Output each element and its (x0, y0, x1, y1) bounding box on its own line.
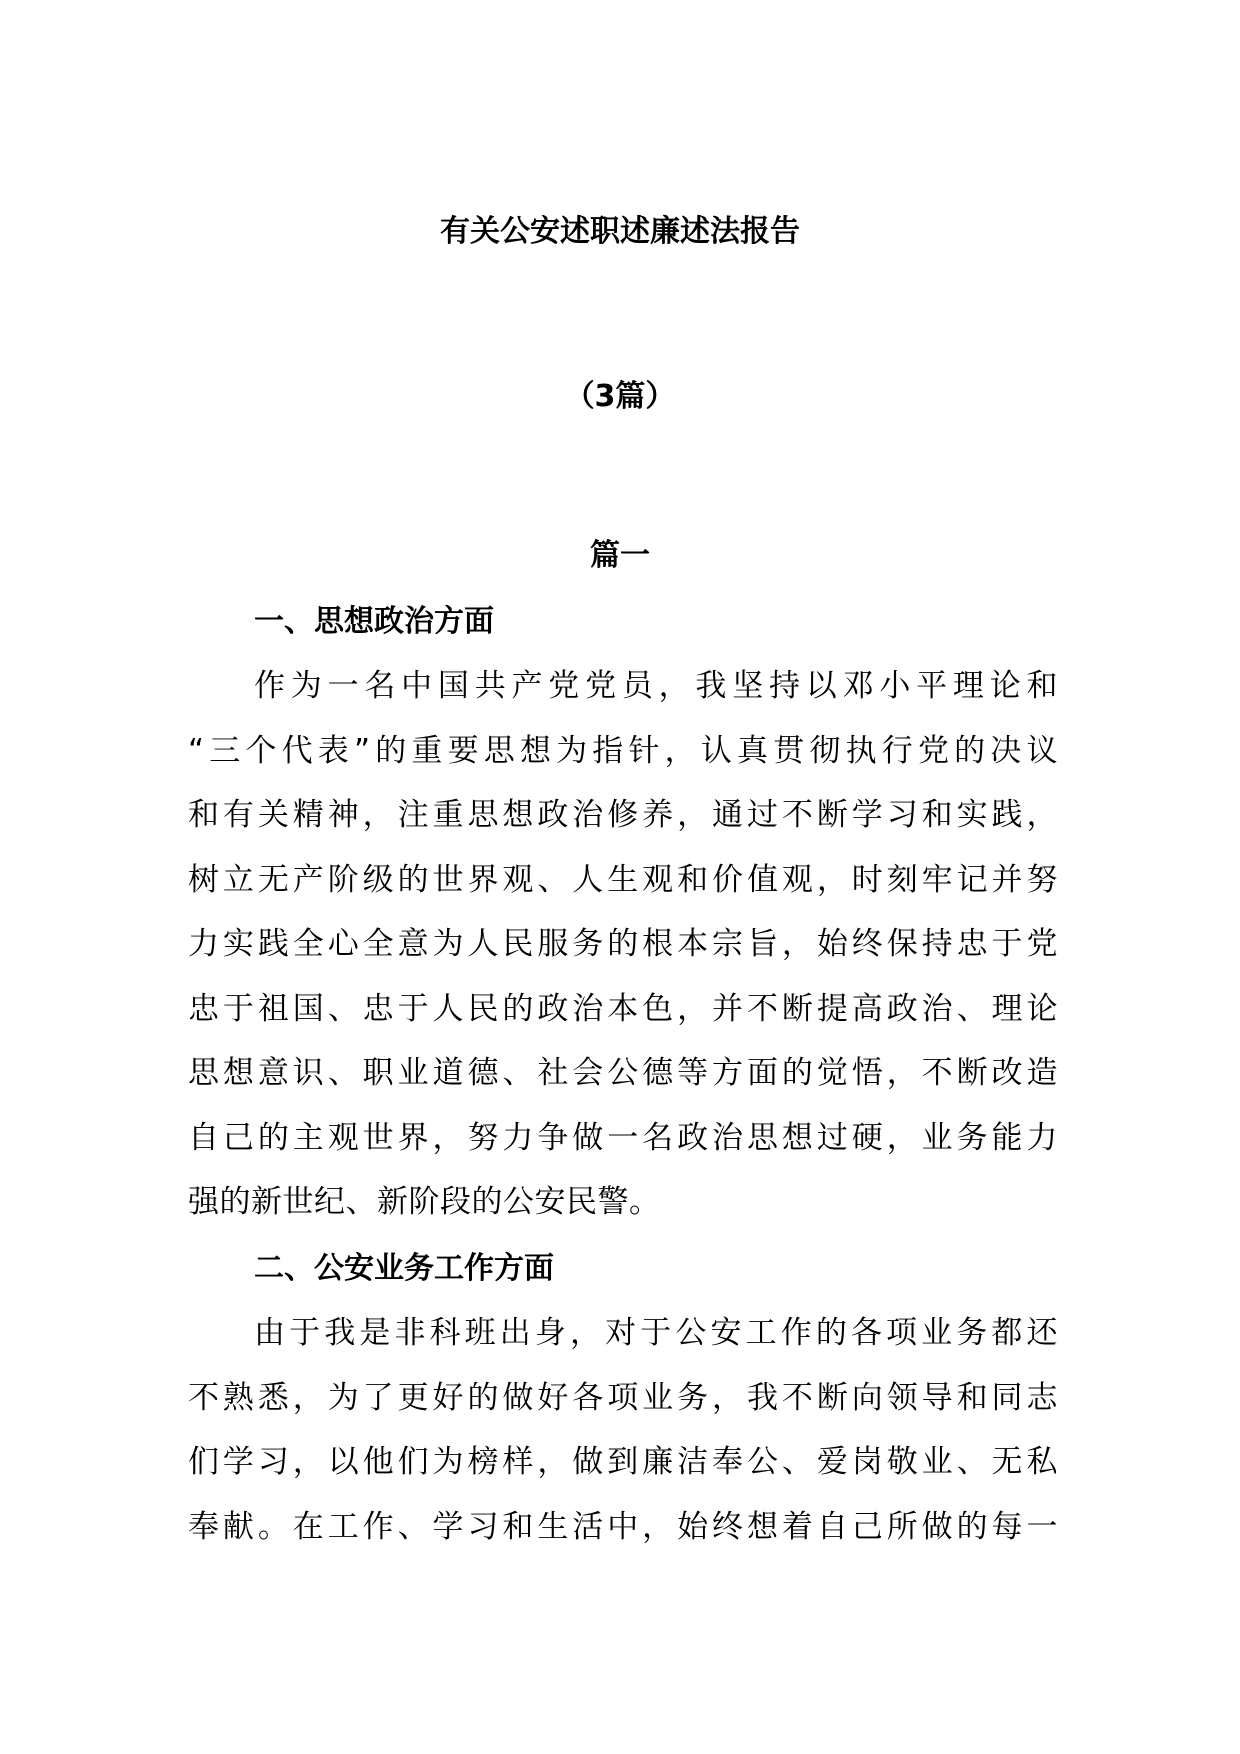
chapter-heading: 篇一 (590, 538, 650, 573)
document-subtitle: （3篇） (564, 379, 676, 414)
paragraph-line: 们学习，以他们为榜样，做到廉洁奉公、爱岗敬业、无私 (188, 1444, 1058, 1480)
paragraph-line: 奉献。在工作、学习和生活中，始终想着自己所做的每一 (188, 1508, 1058, 1545)
paragraph-line: 自己的主观世界，努力争做一名政治思想过硬，业务能力 (188, 1119, 1058, 1156)
section-ideology (188, 590, 1058, 1235)
section-police-work (188, 1237, 1058, 1559)
paragraph-line: “三个代表”的重要思想为指针，认真贯彻执行党的决议 (188, 732, 1058, 769)
paragraph-line: 和有关精神，注重思想政治修养，通过不断学习和实践， (188, 797, 1058, 833)
section-heading: 一、思想政治方面 (254, 604, 494, 639)
paragraph-line: 不熟悉，为了更好的做好各项业务，我不断向领导和同志 (188, 1379, 1058, 1416)
paragraph-line: 作为一名中国共产党党员，我坚持以邓小平理论和 (254, 668, 1058, 704)
paragraph-line: 思想意识、职业道德、社会公德等方面的觉悟，不断改造 (188, 1055, 1058, 1091)
paragraph-line: 忠于祖国、忠于人民的政治本色，并不断提高政治、理论 (188, 990, 1058, 1027)
paragraph-line: 强的新世纪、新阶段的公安民警。 (188, 1184, 661, 1220)
paragraph-line: 由于我是非科班出身，对于公安工作的各项业务都还 (254, 1315, 1058, 1351)
document-title: 有关公安述职述廉述法报告 (440, 214, 800, 249)
section-heading: 二、公安业务工作方面 (254, 1251, 554, 1286)
paragraph-line: 力实践全心全意为人民服务的根本宗旨，始终保持忠于党 (188, 926, 1058, 962)
paragraph-line: 树立无产阶级的世界观、人生观和价值观，时刻牢记并努 (188, 861, 1058, 898)
